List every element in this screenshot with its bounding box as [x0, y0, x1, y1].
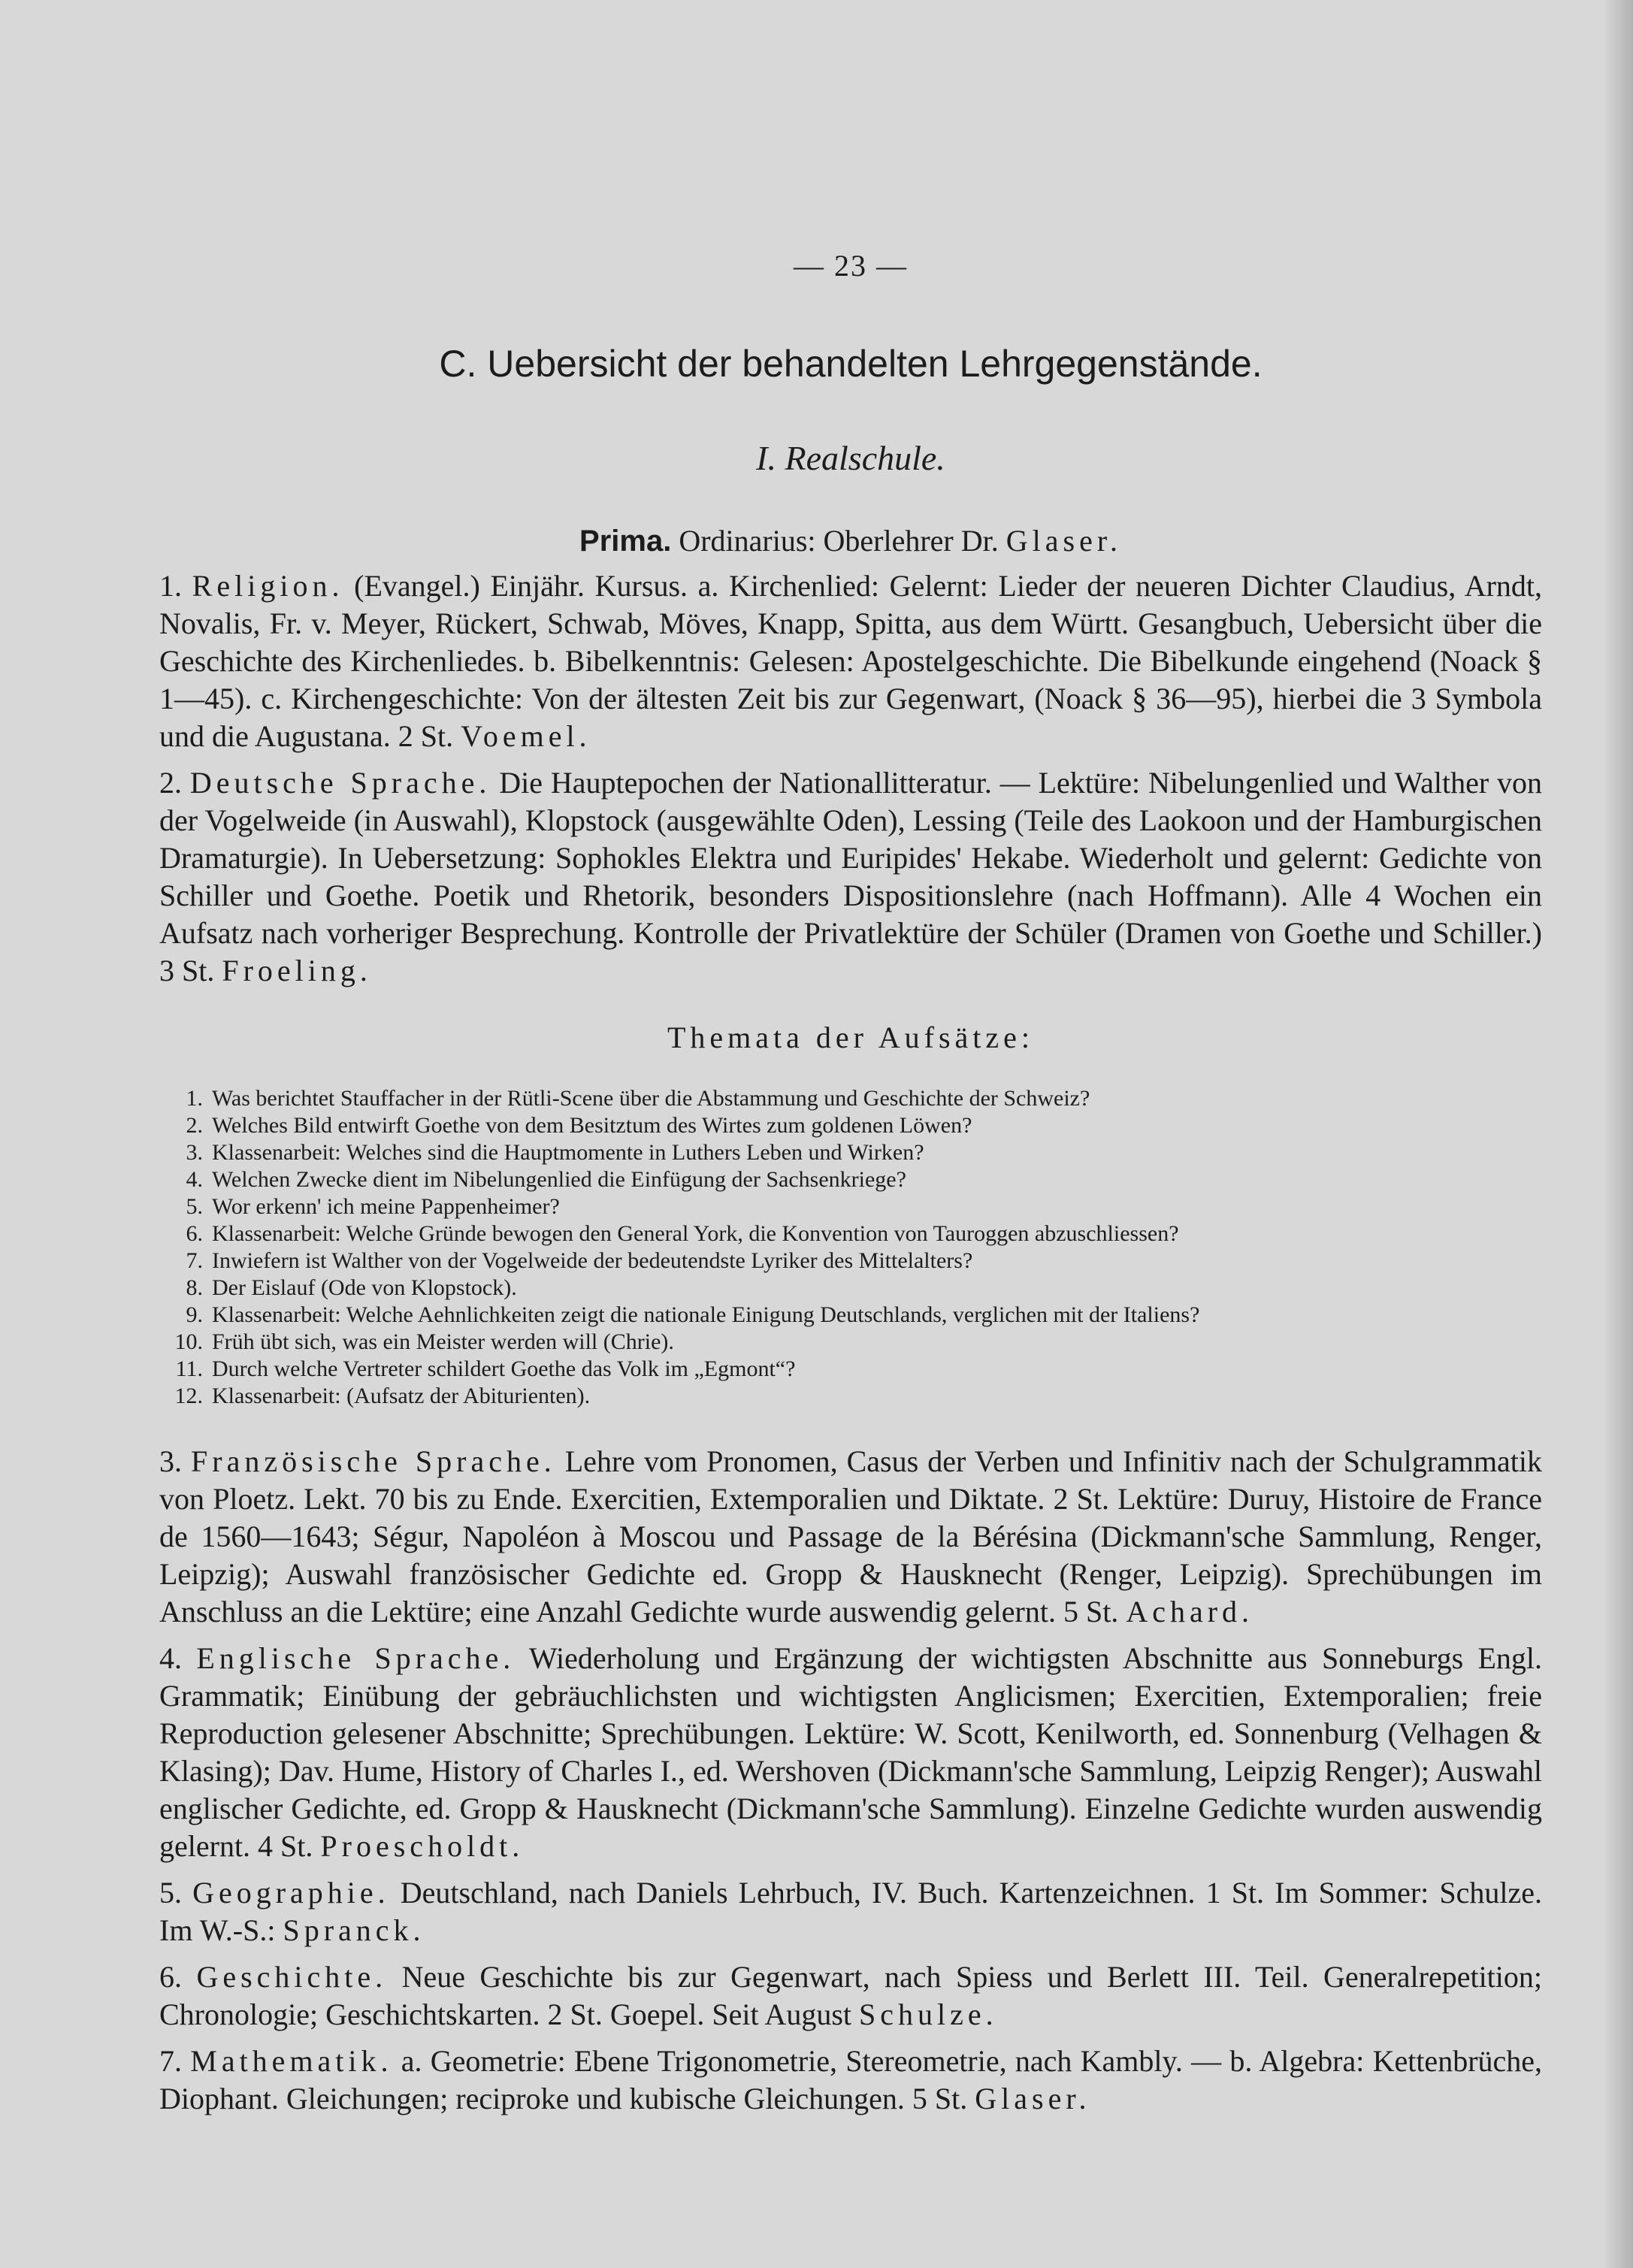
subject-name: Mathematik.	[190, 2044, 393, 2078]
list-item: 10. Früh übt sich, was ein Meister werden will (Chrie).	[174, 1329, 674, 1354]
teacher-name: Schulze.	[859, 1997, 998, 2031]
subject-name: Geographie.	[192, 1876, 390, 1910]
section-franzoesisch: 3. Französische Sprache. Lehre vom Pronomen, Casus der Verben und Infinitiv nach der Schulgrammatik von Ploetz. Lekt. 70 bis zu Ende. Exercitien, Extemporalien und Diktate. 2 St. Lektüre: Duruy, Histoire de France de 1560—1643; Ségur, Napoléon à Moscou und Passage de la Bérésina (Dickmann'sche Sammlung, Renger, Leipzig); Auswahl französischer Gedichte ed. Gropp & Hausknecht (Renger, Leipzig). Sprechübungen im Anschluss an die Lektüre; eine Anzahl Gedichte wurde auswendig gelernt. 5 St. Achard.	[159, 1444, 1543, 1628]
list-item: 11. Durch welche Vertreter schildert Goethe das Volk im „Egmont“?	[175, 1356, 796, 1381]
list-item: 8. Der Eislauf (Ode von Klopstock).	[186, 1275, 517, 1300]
list-item: 6. Klassenarbeit: Welche Gründe bewogen den General York, die Konvention von Tauroggen abzuschliessen?	[186, 1221, 1179, 1246]
section-text: (Evangel.) Einjähr. Kursus. a. Kirchenlied: Gelernt: Lieder der neueren Dichter Claudius, Arndt, Novalis, Fr. v. Meyer, Rückert, Schwab, Möves, Knapp, Spitta, aus dem Württ. Gesangbuch, Uebersicht über die Geschichte des Kirchenliedes. b. Bibelkenntnis: Gelesen: Apostelgeschichte. Die Bibelkunde eingehend (Noack § 1—45). c. Kirchengeschichte: Von der ältesten Zeit bis zur Gegenwart, (Noack § 36—95), hierbei die 3 Symbola und die Augustana. 2 St.	[159, 569, 1543, 753]
section-heading: C. Uebersicht der behandelten Lehrgegenstände.	[439, 343, 1263, 385]
class-label: Prima.	[579, 525, 672, 558]
teacher-name: Proescholdt.	[320, 1829, 525, 1863]
section-text: Deutschland, nach Daniels Lehrbuch, IV. Buch. Kartenzeichnen. 1 St. Im Sommer: Schulze. Im W.-S.:	[159, 1876, 1542, 1947]
teacher-name: Voemel.	[461, 719, 591, 753]
subject-name: Englische Sprache.	[196, 1641, 516, 1675]
subject-name: Religion.	[192, 569, 344, 603]
list-item: 3. Klassenarbeit: Welches sind die Hauptmomente in Luthers Leben und Wirken?	[186, 1140, 924, 1165]
section-geschichte: 6. Geschichte. Neue Geschichte bis zur Gegenwart, nach Spiess und Berlett III. Teil. Generalrepetition; Chronologie; Geschichtskarten. 2 St. Goepel. Seit August Schulze.	[159, 1960, 1543, 2031]
list-item: 1. Was berichtet Stauffacher in der Rütli-Scene über die Abstammung und Geschichte der Schweiz?	[186, 1086, 1090, 1111]
class-line	[159, 523, 1542, 558]
list-item: 9. Klassenarbeit: Welche Aehnlichkeiten zeigt die nationale Einigung Deutschlands, verglichen mit der Italiens?	[186, 1302, 1200, 1327]
subject-name: Geschichte.	[196, 1960, 388, 1994]
page-content	[159, 248, 1542, 2127]
subject-name: Deutsche Sprache.	[189, 766, 491, 800]
section-deutsch: 2. Deutsche Sprache. Die Hauptepochen der Nationallitteratur. — Lektüre: Nibelungenlied und Walther von der Vogelweide (in Auswahl), Klopstock (ausgewählte Oden), Lessing (Teile des Laokoon und der Hamburgischen Dramaturgie). In Uebersetzung: Sophokles Elektra und Euripides' Hekabe. Wiederholt und gelernt: Gedichte von Schiller und Goethe. Poetik und Rhetorik, besonders Dispositionslehre (nach Hoffmann). Alle 4 Wochen ein Aufsatz nach vorheriger Besprechung. Kontrolle der Privatlektüre der Schüler (Dramen von Goethe und Schiller.) 3 St. Froeling.	[159, 766, 1543, 987]
teacher-name: Achard.	[1126, 1595, 1254, 1628]
list-item: 12. Klassenarbeit: (Aufsatz der Abiturienten).	[174, 1383, 591, 1408]
class-ordinarius: Ordinarius: Oberlehrer Dr.	[679, 524, 999, 558]
list-item: 5. Wor erkenn' ich meine Pappenheimer?	[186, 1194, 560, 1219]
section-text: a. Geometrie: Ebene Trigonometrie, Stereometrie, nach Kambly. — b. Algebra: Kettenbrüche, Diophant. Gleichungen; reciproke und kubische Gleichungen. 5 St.	[159, 2044, 1543, 2115]
page-number: — 23 —	[794, 249, 908, 283]
page-edge-shadow	[1603, 0, 1633, 2268]
teacher-name: Spranck.	[283, 1913, 425, 1947]
section-mathematik: 7. Mathematik. a. Geometrie: Ebene Trigonometrie, Stereometrie, nach Kambly. — b. Algebra: Kettenbrüche, Diophant. Gleichungen; reciproke und kubische Gleichungen. 5 St. Glaser.	[159, 2044, 1543, 2115]
list-item: 4. Welchen Zwecke dient im Nibelungenlied die Einfügung der Sachsenkriege?	[186, 1167, 906, 1192]
list-item: 7. Inwiefern ist Walther von der Vogelweide der bedeutendste Lyriker des Mittelalters?	[186, 1248, 973, 1273]
list-item: 2. Welches Bild entwirft Goethe von dem Besitztum des Wirtes zum goldenen Löwen?	[186, 1113, 972, 1138]
section-englisch: 4. Englische Sprache. Wiederholung und Ergänzung der wichtigsten Abschnitte aus Sonneburgs Engl. Grammatik; Einübung der gebräuchlichsten und wichtigsten Anglicismen; Exercitien, Extemporalien; freie Reproduction gelesener Abschnitte; Sprechübungen. Lektüre: W. Scott, Kenilworth, ed. Sonnenburg (Velhagen & Klasing); Dav. Hume, History of Charles I., ed. Wershoven (Dickmann'sche Sammlung, Leipzig Renger); Auswahl englischer Gedichte, ed. Gropp & Hausknecht (Dickmann'sche Sammlung). Einzelne Gedichte wurden auswendig gelernt. 4 St. Proescholdt.	[159, 1641, 1543, 1863]
subject-name: Französische Sprache.	[191, 1444, 556, 1478]
themata-title: Themata der Aufsätze:	[667, 1021, 1035, 1054]
section-geographie: 5. Geographie. Deutschland, nach Daniels Lehrbuch, IV. Buch. Kartenzeichnen. 1 St. Im Sommer: Schulze. Im W.-S.: Spranck.	[159, 1876, 1542, 1947]
section-religion: 1. Religion. (Evangel.) Einjähr. Kursus. a. Kirchenlied: Gelernt: Lieder der neueren Dichter Claudius, Arndt, Novalis, Fr. v. Meyer, Rückert, Schwab, Möves, Knapp, Spitta, aus dem Württ. Gesangbuch, Uebersicht über die Geschichte des Kirchenliedes. b. Bibelkenntnis: Gelesen: Apostelgeschichte. Die Bibelkunde eingehend (Noack § 1—45). c. Kirchengeschichte: Von der ältesten Zeit bis zur Gegenwart, (Noack § 36—95), hierbei die 3 Symbola und die Augustana. 2 St. Voemel.	[159, 569, 1543, 753]
section-text: Die Hauptepochen der Nationallitteratur. — Lektüre: Nibelungenlied und Walther von der Vogelweide (in Auswahl), Klopstock (ausgewählte Oden), Lessing (Teile des Laokoon und der Hamburgischen Dramaturgie). In Uebersetzung: Sophokles Elektra und Euripides' Hekabe. Wiederholt und gelernt: Gedichte von Schiller und Goethe. Poetik und Rhetorik, besonders Dispositionslehre (nach Hoffmann). Alle 4 Wochen ein Aufsatz nach vorheriger Besprechung. Kontrolle der Privatlektüre der Schüler (Dramen von Goethe und Schiller.) 3 St.	[159, 766, 1543, 987]
themata-list	[159, 1085, 1542, 1410]
class-teacher: Glaser.	[1006, 524, 1122, 558]
teacher-name: Froeling.	[222, 954, 372, 987]
section-text: Neue Geschichte bis zur Gegenwart, nach Spiess und Berlett III. Teil. Generalrepetition; Chronologie; Geschichtskarten. 2 St. Goepel. Seit August	[159, 1960, 1543, 2031]
section-text: Lehre vom Pronomen, Casus der Verben und Infinitiv nach der Schulgrammatik von Ploetz. Lekt. 70 bis zu Ende. Exercitien, Extemporalien und Diktate. 2 St. Lektüre: Duruy, Histoire de France de 1560—1643; Ségur, Napoléon à Moscou und Passage de la Bérésina (Dickmann'sche Sammlung, Renger, Leipzig); Auswahl französischer Gedichte ed. Gropp & Hausknecht (Renger, Leipzig). Sprechübungen im Anschluss an die Lektüre; eine Anzahl Gedichte wurde auswendig gelernt. 5 St.	[159, 1444, 1543, 1628]
teacher-name: Glaser.	[975, 2082, 1091, 2115]
school-subheading: I. Realschule.	[756, 439, 945, 477]
section-text: Wiederholung und Ergänzung der wichtigsten Abschnitte aus Sonneburgs Engl. Grammatik; Einübung der gebräuchlichsten und wichtigsten Anglicismen; Exercitien, Extemporalien; freie Reproduction gelesener Abschnitte; Sprechübungen. Lektüre: W. Scott, Kenilworth, ed. Sonnenburg (Velhagen & Klasing); Dav. Hume, History of Charles I., ed. Wershoven (Dickmann'sche Sammlung, Leipzig Renger); Auswahl englischer Gedichte, ed. Gropp & Hausknecht (Dickmann'sche Sammlung). Einzelne Gedichte wurden auswendig gelernt. 4 St.	[159, 1641, 1543, 1863]
